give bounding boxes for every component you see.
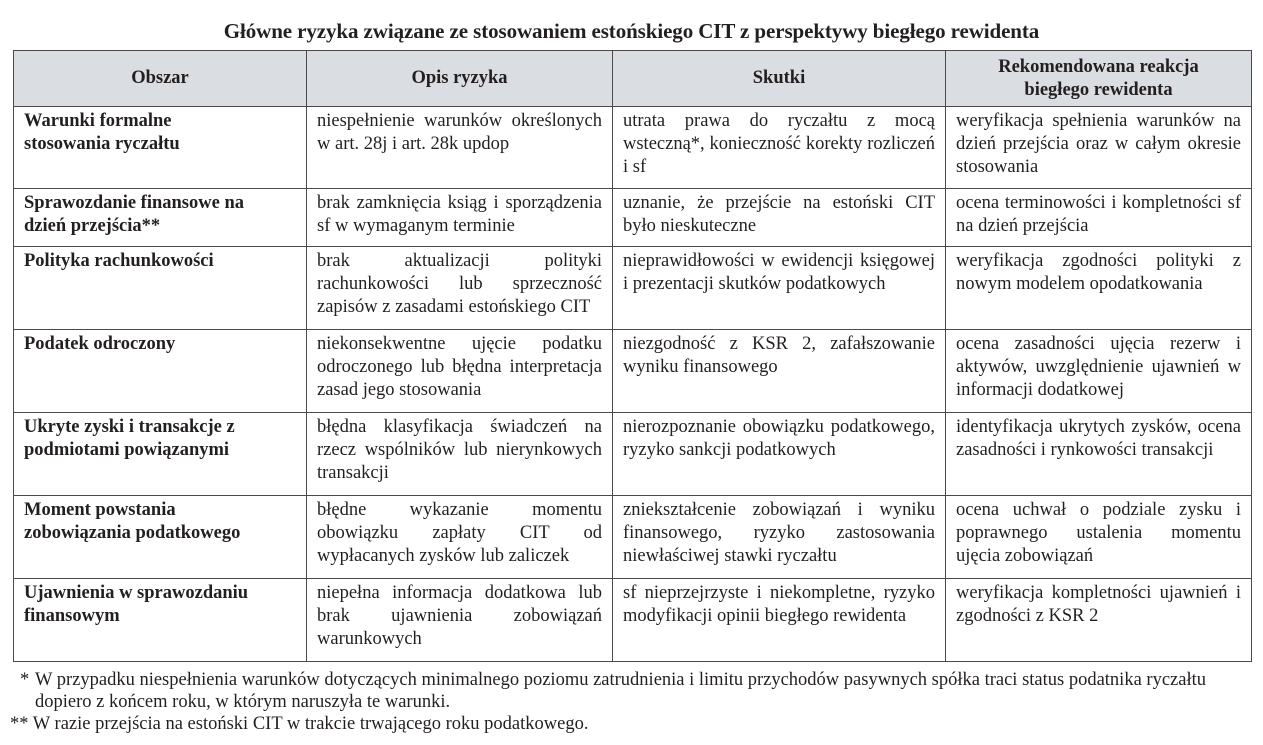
cell-description: niepełna informacja dodatkowa lub brak ujawnienia zobowiązań warunkowych: [307, 579, 613, 662]
cell-area: Warunki formalne stosowania ryczałtu: [14, 107, 307, 189]
cell-description: niespełnienie warunków określonych w art. 28j i art. 28k updop: [307, 107, 613, 189]
cell-area: Ukryte zyski i transakcje z podmiotami powiązanymi: [14, 413, 307, 496]
table-body: [14, 107, 1252, 662]
table-row: [14, 107, 1252, 189]
table-row: [14, 413, 1252, 496]
cell-effects: uznanie, że przejście na estoński CIT było nieskuteczne: [613, 189, 946, 247]
table-row: [14, 496, 1252, 579]
cell-area: Polityka rachunkowości: [14, 247, 307, 330]
cell-description: błędna klasyfikacja świadczeń na rzecz wspólników lub nierynkowych transakcji: [307, 413, 613, 496]
cell-response: ocena zasadności ujęcia rezerw i aktywów, uwzględnienie ujawnień w informacji dodatkowej: [946, 330, 1252, 413]
footnote: [10, 713, 1250, 735]
footnote-mark: *: [20, 670, 30, 690]
header-effects: Skutki: [613, 51, 946, 107]
cell-area: Podatek odroczony: [14, 330, 307, 413]
cell-effects: niezgodność z KSR 2, zafałszowanie wyniku finansowego: [613, 330, 946, 413]
cell-area: Moment powstania zobowiązania podatkowego: [14, 496, 307, 579]
document-title: Główne ryzyka związane ze stosowaniem estońskiego CIT z perspektywy biegłego rewidenta: [223, 19, 1040, 43]
cell-response: weryfikacja spełnienia warunków na dzień przejścia oraz w całym okresie stosowania: [946, 107, 1252, 189]
cell-response: weryfikacja zgodności polityki z nowym modelem opodatkowania: [946, 247, 1252, 330]
table-row: [14, 330, 1252, 413]
footnotes: [10, 669, 1250, 735]
cell-response: weryfikacja kompletności ujawnień i zgodności z KSR 2: [946, 579, 1252, 662]
risk-table: [13, 50, 1252, 662]
cell-effects: nierozpoznanie obowiązku podatkowego, ryzyko sankcji podatkowych: [613, 413, 946, 496]
cell-description: brak aktualizacji polityki rachunkowości lub sprzeczność zapisów z zasadami estońskiego CIT: [307, 247, 613, 330]
cell-response: ocena uchwał o podziale zysku i poprawnego ustalenia momentu ujęcia zobowiązań: [946, 496, 1252, 579]
header-area: Obszar: [14, 51, 307, 107]
footnote: [20, 669, 1250, 713]
cell-description: niekonsekwentne ujęcie podatku odroczonego lub błędna interpretacja zasad jego stosowania: [307, 330, 613, 413]
footnote-mark: **: [10, 714, 29, 734]
footnote-text: W przypadku niespełnienia warunków dotyczących minimalnego poziomu zatrudnienia i limitu przychodów pasywnych spółka traci status podatnika ryczałtu dopiero z końcem roku, w którym naruszyła te warunki.: [35, 670, 1206, 712]
cell-description: brak zamknięcia ksiąg i sporządzenia sf w wymaganym terminie: [307, 189, 613, 247]
cell-effects: utrata prawa do ryczałtu z mocą wsteczną*, konieczność korekty rozliczeń i sf: [613, 107, 946, 189]
cell-area: Ujawnienia w sprawozdaniu finansowym: [14, 579, 307, 662]
table-header: [14, 51, 1252, 107]
table-row: [14, 247, 1252, 330]
table-row: [14, 189, 1252, 247]
cell-effects: nieprawidłowości w ewidencji księgowej i prezentacji skutków podatkowych: [613, 247, 946, 330]
header-description: Opis ryzyka: [307, 51, 613, 107]
cell-description: błędne wykazanie momentu obowiązku zapłaty CIT od wypłacanych zysków lub zaliczek: [307, 496, 613, 579]
footnote-text: W razie przejścia na estoński CIT w trakcie trwającego roku podatkowego.: [32, 714, 589, 734]
cell-effects: zniekształcenie zobowiązań i wyniku finansowego, ryzyko zastosowania niewłaściwej stawki ryczałtu: [613, 496, 946, 579]
cell-effects: sf nieprzejrzyste i niekompletne, ryzyko modyfikacji opinii biegłego rewidenta: [613, 579, 946, 662]
table-row: [14, 579, 1252, 662]
header-row: [14, 51, 1252, 107]
cell-area: Sprawozdanie finansowe na dzień przejścia**: [14, 189, 307, 247]
header-response: Rekomendowana reakcja biegłego rewidenta: [946, 51, 1252, 107]
cell-response: ocena terminowości i kompletności sf na dzień przejścia: [946, 189, 1252, 247]
cell-response: identyfikacja ukrytych zysków, ocena zasadności i rynkowości transakcji: [946, 413, 1252, 496]
